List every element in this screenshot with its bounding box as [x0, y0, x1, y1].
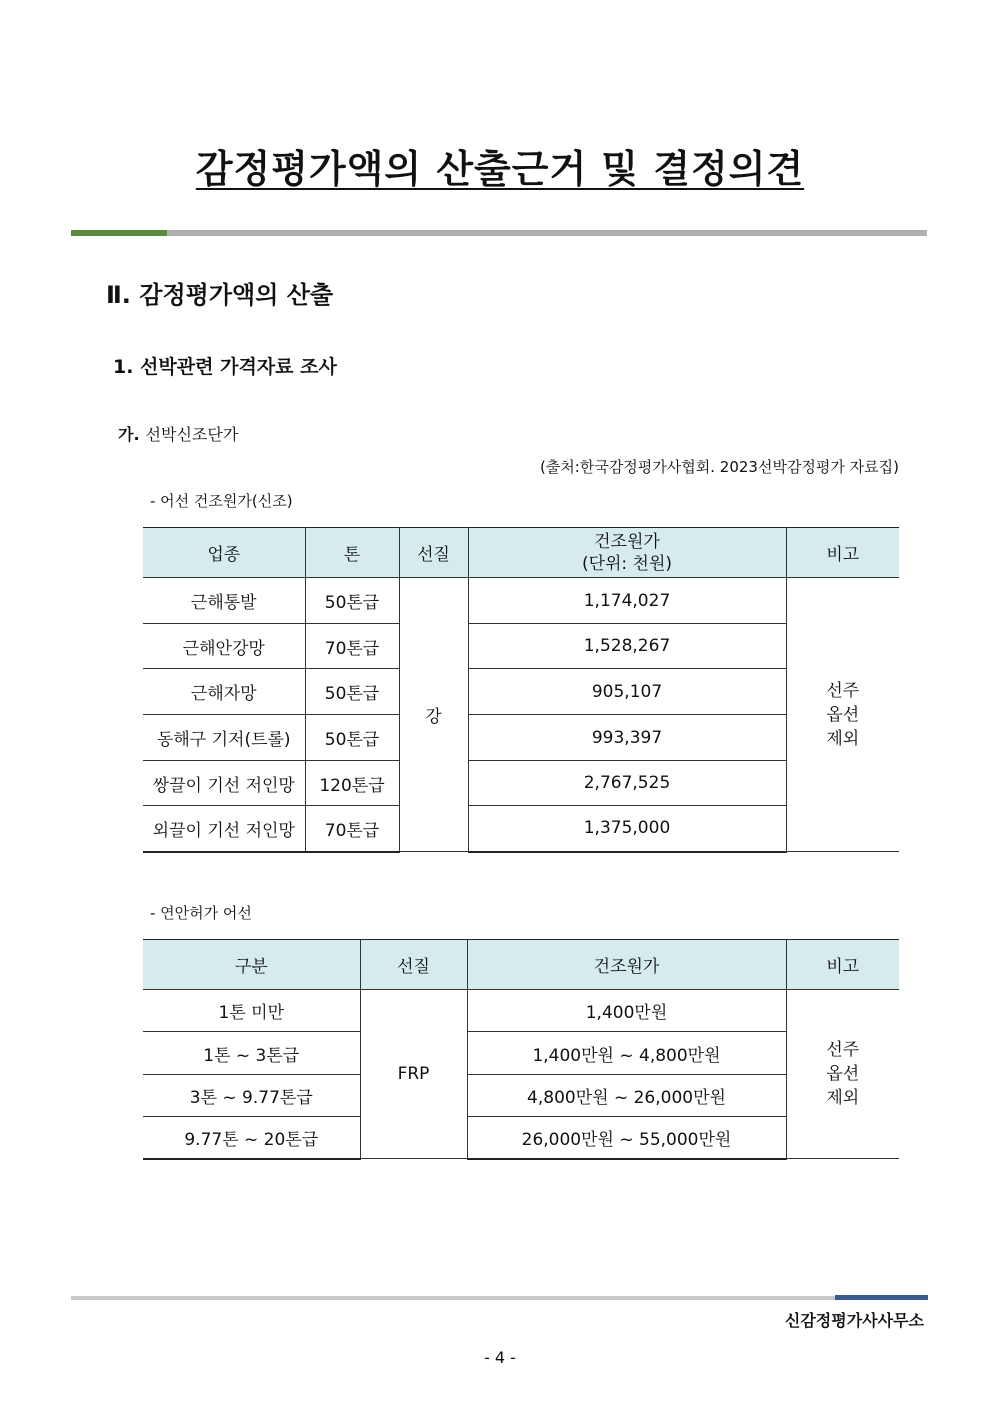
table1-note: - 어선 건조원가(신조) — [150, 492, 293, 510]
remark-line: 제외 — [826, 728, 860, 749]
header-accent-bar — [71, 230, 167, 236]
cell-ton: 50톤급 — [305, 715, 399, 761]
cell-cost: 1,400만원 ~ 4,800만원 — [467, 1032, 786, 1075]
subsection-heading: 1. 선박관련 가격자료 조사 — [113, 356, 337, 378]
cell-cost: 1,375,000 — [468, 806, 786, 852]
cell-ton: 70톤급 — [305, 624, 399, 669]
cell-industry: 근해안강망 — [143, 624, 305, 669]
cell-class: 1톤 ~ 3톤급 — [143, 1032, 360, 1075]
footer-accent-bar — [835, 1295, 928, 1300]
footer-divider — [71, 1296, 835, 1300]
table-row — [143, 990, 899, 1032]
header-remark: 비고 — [786, 528, 899, 578]
cell-remark — [786, 990, 899, 1159]
table-row — [143, 669, 899, 715]
header-cost-unit: (단위: 천원) — [581, 553, 673, 574]
cell-remark — [786, 578, 899, 852]
cell-material: FRP — [360, 990, 467, 1159]
cell-ton: 50톤급 — [305, 669, 399, 715]
section-heading: Ⅱ. 감정평가액의 산출 — [106, 281, 334, 309]
table-row — [143, 1075, 899, 1117]
table-row — [143, 715, 899, 761]
cell-cost: 1,528,267 — [468, 624, 786, 669]
header-class: 구분 — [143, 940, 360, 990]
remark-line: 선주 — [826, 1040, 860, 1060]
document-title-text: 감정평가액의 산출근거 및 결정의견 — [195, 147, 805, 191]
header-material: 선질 — [399, 528, 468, 578]
header-cost — [468, 528, 786, 578]
remark-line: 옵션 — [826, 704, 860, 725]
cell-class: 1톤 미만 — [143, 990, 360, 1032]
cell-material: 강 — [399, 578, 468, 852]
coastal-boat-cost-table — [143, 939, 899, 1160]
remark-line: 옵션 — [826, 1064, 860, 1084]
table-row — [143, 806, 899, 852]
table2-note: - 연안허가 어선 — [150, 904, 252, 922]
cell-class: 9.77톤 ~ 20톤급 — [143, 1117, 360, 1159]
page-number: - 4 - — [484, 1348, 516, 1367]
cell-industry: 외끌이 기선 저인망 — [143, 806, 305, 852]
header-material: 선질 — [360, 940, 467, 990]
source-note: (출처:한국감정평가사협회. 2023선박감정평가 자료집) — [539, 458, 899, 476]
header-divider-bar — [167, 230, 927, 236]
fishing-boat-cost-table — [143, 527, 899, 853]
cell-cost: 2,767,525 — [468, 761, 786, 806]
cell-cost: 905,107 — [468, 669, 786, 715]
cell-cost: 1,174,027 — [468, 578, 786, 624]
cell-industry: 쌍끌이 기선 저인망 — [143, 761, 305, 806]
item-title: 선박신조단가 — [145, 425, 239, 444]
table-header-row — [143, 528, 899, 578]
company-name: 신감정평가사사무소 — [784, 1311, 924, 1330]
cell-ton: 120톤급 — [305, 761, 399, 806]
table-row — [143, 578, 899, 624]
header-industry: 업종 — [143, 528, 305, 578]
cell-class: 3톤 ~ 9.77톤급 — [143, 1075, 360, 1117]
item-heading — [118, 422, 238, 445]
remark-line: 제외 — [826, 1088, 860, 1108]
cell-cost: 993,397 — [468, 715, 786, 761]
remark-line: 선주 — [826, 680, 860, 701]
cell-industry: 근해통발 — [143, 578, 305, 624]
cell-cost: 26,000만원 ~ 55,000만원 — [467, 1117, 786, 1159]
item-marker: 가. — [118, 425, 140, 444]
header-cost-label: 건조원가 — [594, 531, 660, 552]
cell-industry: 동해구 기저(트롤) — [143, 715, 305, 761]
table-row — [143, 761, 899, 806]
cell-ton: 50톤급 — [305, 578, 399, 624]
table-row — [143, 624, 899, 669]
cell-cost: 4,800만원 ~ 26,000만원 — [467, 1075, 786, 1117]
cell-industry: 근해자망 — [143, 669, 305, 715]
header-ton: 톤 — [305, 528, 399, 578]
table-header-row — [143, 940, 899, 990]
cell-ton: 70톤급 — [305, 806, 399, 852]
table-row — [143, 1117, 899, 1159]
header-cost: 건조원가 — [467, 940, 786, 990]
header-remark: 비고 — [786, 940, 899, 990]
document-title — [0, 138, 1000, 193]
cell-cost: 1,400만원 — [467, 990, 786, 1032]
table-row — [143, 1032, 899, 1075]
